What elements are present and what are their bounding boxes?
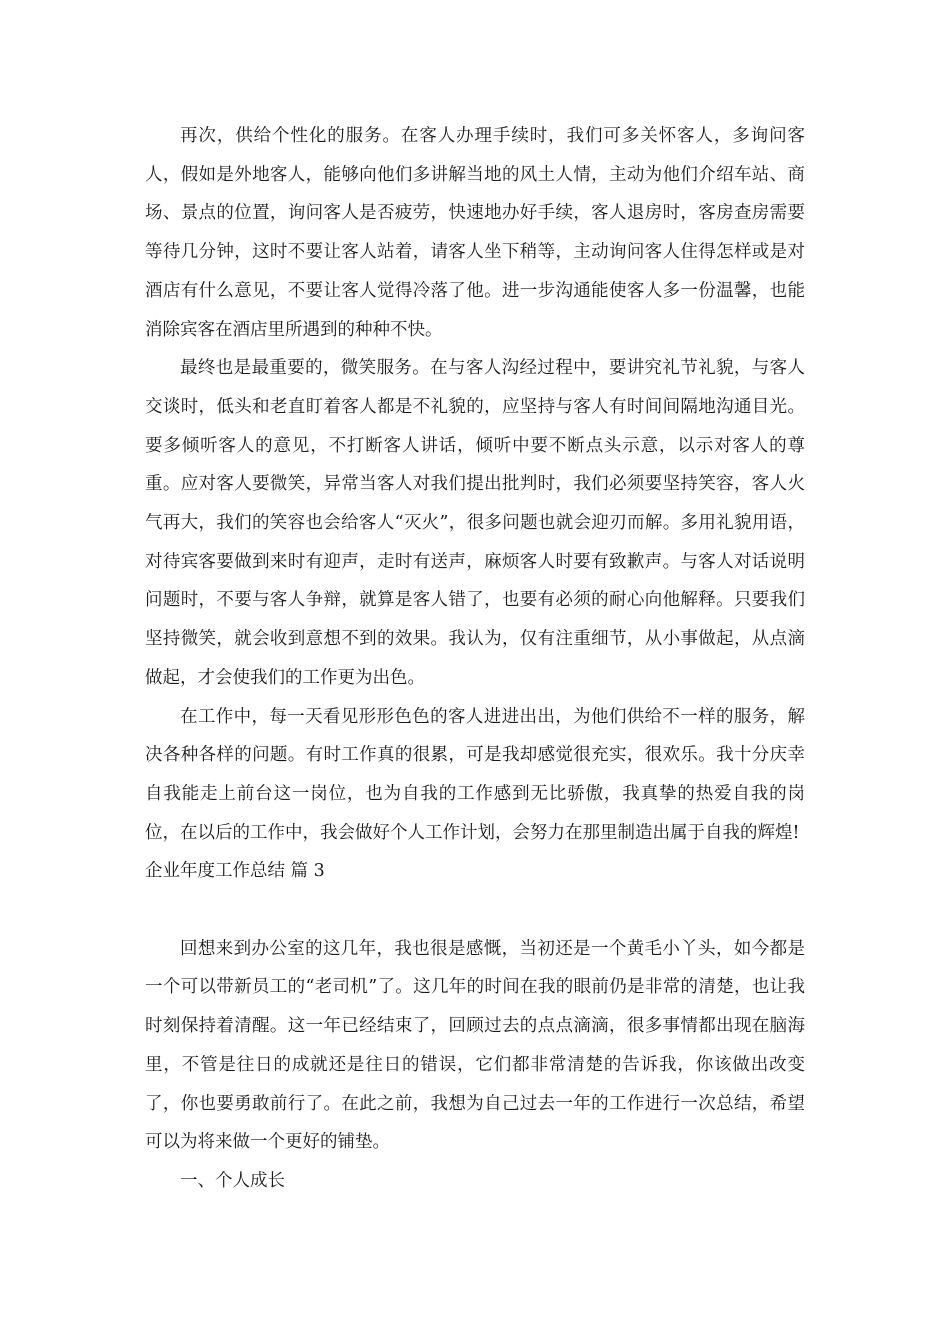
blank-line: [145, 891, 805, 930]
paragraph-office-recollection: 回想来到办公室的这几年，我也很是感慨，当初还是一个黄毛小丫头，如今都是一个可以带新员工的“老司机”了。这几年的时间在我的眼前仍是非常的清楚，也让我时刻保持着清醒。这一年已经结束了，回顾过去的点点滴滴，很多事情都出现在脑海里，不管是往日的成就还是往日的错误，它们都非常清楚的告诉我，你该做出改变了，你也要勇敢前行了。在此之前，我想为自己过去一年的工作进行一次总结，希望可以为将来做一个更好的铺垫。: [145, 938, 805, 1153]
paragraph-personalized-service: 再次，供给个性化的服务。在客人办理手续时，我们可多关怀客人，多询问客人，假如是外地客人，能够向他们多讲解当地的风土人情，主动为他们介绍车站、商场、景点的位置，询问客人是否疲劳，快速地办好手续，客人退房时，客房查房需要等待几分钟，这时不要让客人站着，请客人坐下稍等，主动询问客人住得怎样或是对酒店有什么意见，不要让客人觉得冷落了他。进一步沟通能使客人多一份温馨，也能消除宾客在酒店里所遇到的种种不快。: [145, 126, 805, 340]
subheading-personal-growth: 一、个人成长: [180, 1170, 285, 1191]
document-body: [145, 117, 805, 1201]
paragraph-work-reflection: 在工作中，每一天看见形形色色的客人进进出出，为他们供给不一样的服务，解决各种各样的问题。有时工作真的很累，可是我却感觉很充实，很欢乐。我十分庆幸自我能走上前台这一岗位，也为自我的工作感到无比骄傲，我真挚的热爱自我的岗位，在以后的工作中，我会做好个人工作计划，会努力在那里制造出属于自我的辉煌!: [145, 706, 805, 843]
section-title: 企业年度工作总结 篇 3: [145, 861, 325, 882]
paragraph-smile-service: 最终也是最重要的，微笑服务。在与客人沟经过程中，要讲究礼节礼貌，与客人交谈时，低头和老直盯着客人都是不礼貌的，应坚持与客人有时间间隔地沟通目光。要多倾听客人的意见，不打断客人讲话，倾听中要不断点头示意，以示对客人的尊重。应对客人要微笑，异常当客人对我们提出批判时，我们必须要坚持笑容，客人火气再大，我们的笑容也会给客人“灭火”，很多问题也就会迎刃而解。多用礼貌用语，对待宾客要做到来时有迎声，走时有送声，麻烦客人时要有致歉声。与客人对话说明问题时，不要与客人争辩，就算是客人错了，也要有必须的耐心向他解释。只要我们坚持微笑，就会收到意想不到的效果。我认为，仅有注重细节，从小事做起，从点滴做起，才会使我们的工作更为出色。: [145, 358, 805, 688]
